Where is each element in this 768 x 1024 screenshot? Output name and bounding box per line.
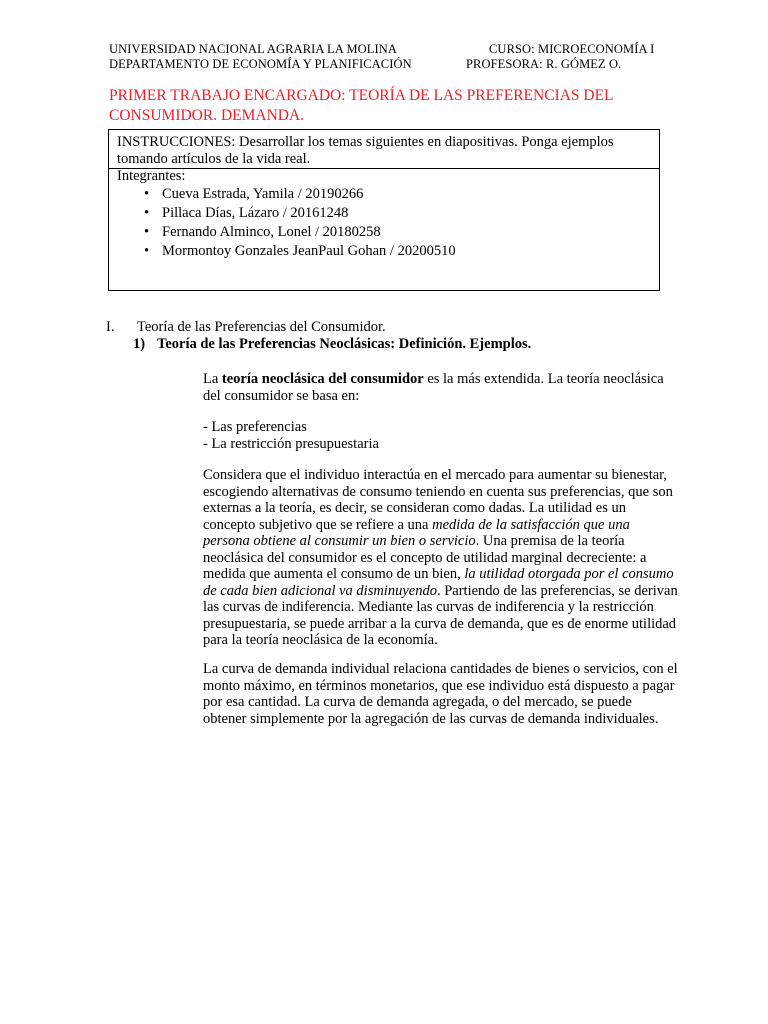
member-name: Cueva Estrada, Yamila / 20190266 (162, 186, 364, 202)
member-name: Pillaca Días, Lázaro / 20161248 (162, 205, 349, 221)
course-name: CURSO: MICROECONOMÍA I (489, 42, 655, 56)
instructions-text: INSTRUCCIONES: Desarrollar los temas siguientes en diapositivas. Ponga ejemplos tomando artículos de la vida real. (117, 134, 614, 167)
paragraph-text: Considera que el individuo interactúa en el mercado para aumentar su bienestar, escogiendo alternativas de consumo teniendo en cuenta sus preferencias, que son externas a la teoría, es decir, se consideran como dadas. La utilidad es un concepto subjetivo que se refiere a una (203, 467, 673, 533)
members-label: Integrantes: (117, 168, 186, 184)
paragraph-intro (203, 371, 678, 404)
university-name: UNIVERSIDAD NACIONAL AGRARIA LA MOLINA (109, 42, 398, 56)
bullet-list (203, 419, 678, 452)
subsection-title: Teoría de las Preferencias Neoclásicas: Definición. Ejemplos. (157, 336, 532, 352)
paragraph-demand (203, 661, 678, 727)
bullet-icon: • (144, 186, 150, 202)
professor-name: PROFESORA: R. GÓMEZ O. (466, 57, 622, 71)
paragraph-theory (203, 467, 678, 649)
paragraph-text: La (203, 371, 222, 387)
paragraph-text: . Partiendo de las preferencias, se derivan las curvas de indiferencia. Mediante las curvas de indiferencia y la restricción presupuestaria, se puede arribar a la curva de demanda, que es de enorme utilidad para la teoría neoclásica de la economía. (203, 582, 678, 648)
bullet-icon: • (144, 224, 150, 240)
member-name: Mormontoy Gonzales JeanPaul Gohan / 20200510 (162, 243, 456, 259)
member-name: Fernando Alminco, Lonel / 20180258 (162, 224, 381, 240)
paragraph-text: es la más extendida. La teoría neoclásica del consumidor se basa en: (203, 371, 664, 404)
section-number: I. (106, 319, 115, 335)
italic-phrase: la utilidad otorgada por el consumo de cada bien adicional va disminuyendo (203, 566, 674, 599)
bold-term: teoría neoclásica del consumidor (221, 371, 424, 387)
list-item: - Las preferencias (203, 419, 307, 435)
subsection-number: 1) (133, 336, 146, 352)
paragraph-text: . Una premisa de la teoría neoclásica del consumidor es el concepto de utilidad marginal decreciente: a medida que aumenta el consumo de un bien, (203, 533, 647, 582)
instructions-box (108, 129, 660, 291)
italic-phrase: medida de la satisfacción que una persona obtiene al consumir un bien o servicio (203, 516, 630, 549)
bullet-icon: • (144, 243, 150, 259)
department-name: DEPARTAMENTO DE ECONOMÍA Y PLANIFICACIÓN (109, 57, 412, 71)
bullet-icon: • (144, 205, 150, 221)
assignment-title: PRIMER TRABAJO ENCARGADO: TEORÍA DE LAS PREFERENCIAS DEL CONSUMIDOR. DEMANDA. (109, 87, 613, 124)
section-title: Teoría de las Preferencias del Consumidor. (137, 319, 386, 335)
paragraph-text: La curva de demanda individual relaciona cantidades de bienes o servicios, con el monto máximo, en términos monetarios, que ese individuo está dispuesto a pagar por esa cantidad. La curva de demanda agregada, o del mercado, se puede obtener simplemente por la agregación de las curvas de demanda individuales. (203, 661, 678, 727)
list-item: - La restricción presupuestaria (203, 435, 379, 452)
box-divider (109, 168, 659, 169)
